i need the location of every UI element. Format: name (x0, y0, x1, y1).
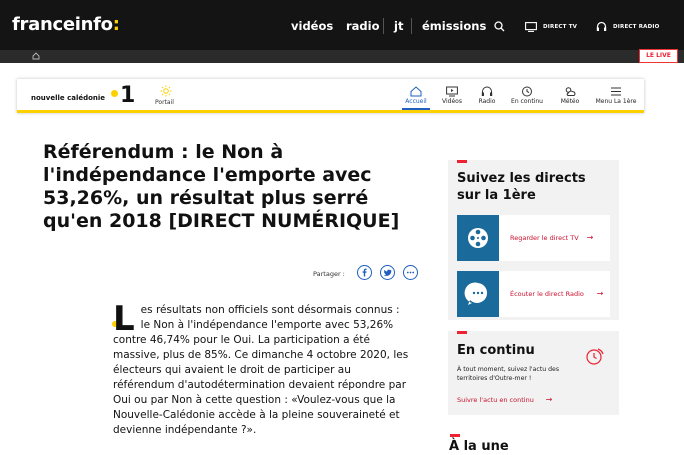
headphones-icon[interactable] (596, 21, 607, 32)
film-reel-icon (457, 215, 499, 261)
direct-radio-link[interactable]: DIRECT RADIO (613, 24, 660, 30)
regnav-meteo[interactable] (547, 79, 593, 110)
article-title: Référendum : le Non à l'indépendance l'emporte avec 53,26%, un résultat plus serré qu'en 2018 [DIRECT NUMÉRIQUE] (43, 141, 400, 232)
en-continu-card (448, 331, 619, 415)
regnav-en-continu[interactable] (504, 79, 550, 110)
sun-icon[interactable] (160, 85, 172, 97)
arrow-right-icon: → (596, 289, 604, 298)
regnav-label: En continu (511, 98, 543, 105)
tv-icon[interactable] (525, 22, 537, 32)
regnav-label: Accueil (405, 98, 427, 105)
direct-radio-tile[interactable] (457, 271, 610, 317)
dropcap-letter: L (113, 299, 135, 339)
share-label: Partager : (313, 270, 345, 278)
region-logo-dot (111, 90, 118, 97)
logo-colon: : (112, 14, 120, 35)
twitter-icon (381, 266, 394, 279)
portail-link[interactable]: Portail (155, 99, 174, 106)
sub-header (0, 50, 684, 63)
regnav-label: Radio (478, 98, 496, 105)
nav-divider (383, 18, 384, 34)
speech-bubble-icon (457, 271, 499, 317)
clock-icon (521, 86, 533, 97)
regnav-label: Menu La 1ère (595, 98, 637, 105)
tile-icon-bg (457, 215, 499, 261)
article-body (113, 299, 410, 438)
en-continu-link[interactable]: Suivre l'actu en continu (457, 396, 534, 404)
une-accent (450, 434, 460, 437)
menu-icon (610, 86, 622, 97)
breaking-news-icon (584, 345, 606, 367)
video-icon (446, 86, 458, 97)
nav-radio[interactable]: radio (346, 19, 380, 33)
regnav-label: Vidéos (442, 98, 462, 105)
nav-videos[interactable]: vidéos (291, 19, 334, 33)
search-icon[interactable] (494, 21, 505, 32)
arrow-right-icon: → (545, 395, 553, 404)
twitter-share-button[interactable] (380, 265, 395, 280)
directs-card (448, 160, 619, 320)
a-la-une-title: À la une (449, 439, 509, 454)
tile-icon-bg (457, 271, 499, 317)
en-continu-description: À tout moment, suivez l'actu des territoires d'Outre-mer ! (457, 366, 560, 382)
regnav-label: Météo (560, 98, 580, 105)
live-button[interactable]: LE LIVE (639, 49, 678, 63)
region-logo-number[interactable]: 1 (120, 83, 136, 108)
article-intro-text: es résultats non officiels sont désormais connus : le Non à l'indépendance l'emporte avec 53,26% contre 46,74% pour le Oui. La participation a été massive, plus de 85%. Ce dimanche 4 octobre 2020, les électeurs qui avaient le droit de participer au référendum d'autodétermination devaient répondre par Oui ou par Non à cette question : «Voulez-vous que la Nouvelle-Calédonie accède à la pleine souveraineté et devienne indépendante ?». (113, 304, 409, 436)
nav-emissions[interactable]: émissions (422, 19, 487, 33)
card-accent (457, 331, 467, 334)
directs-title: Suivez les directs sur la 1ère (457, 171, 586, 203)
direct-tv-tile[interactable] (457, 215, 610, 261)
headphones-icon (481, 86, 493, 97)
direct-tv-link[interactable]: DIRECT TV (543, 24, 578, 30)
weather-icon (564, 86, 576, 97)
facebook-icon (358, 266, 371, 279)
logo-text: franceinfo (12, 14, 113, 35)
direct-tv-link[interactable]: Regarder le direct TV (510, 234, 579, 242)
region-name[interactable]: nouvelle calédonie (31, 94, 106, 102)
direct-radio-link[interactable]: Écouter le direct Radio (510, 290, 584, 298)
franceinfo-logo[interactable] (12, 14, 120, 35)
home-icon (410, 86, 422, 97)
facebook-share-button[interactable] (357, 265, 372, 280)
card-accent (457, 160, 467, 163)
arrow-right-icon: → (586, 233, 594, 242)
more-share-button[interactable] (403, 265, 418, 280)
nav-jt[interactable]: jt (394, 19, 404, 33)
regional-nav (17, 79, 644, 113)
home-icon[interactable] (32, 52, 40, 60)
nav-divider (411, 18, 412, 34)
en-continu-title: En continu (457, 343, 535, 358)
regnav-menu[interactable] (593, 79, 639, 110)
more-icon (404, 266, 417, 279)
